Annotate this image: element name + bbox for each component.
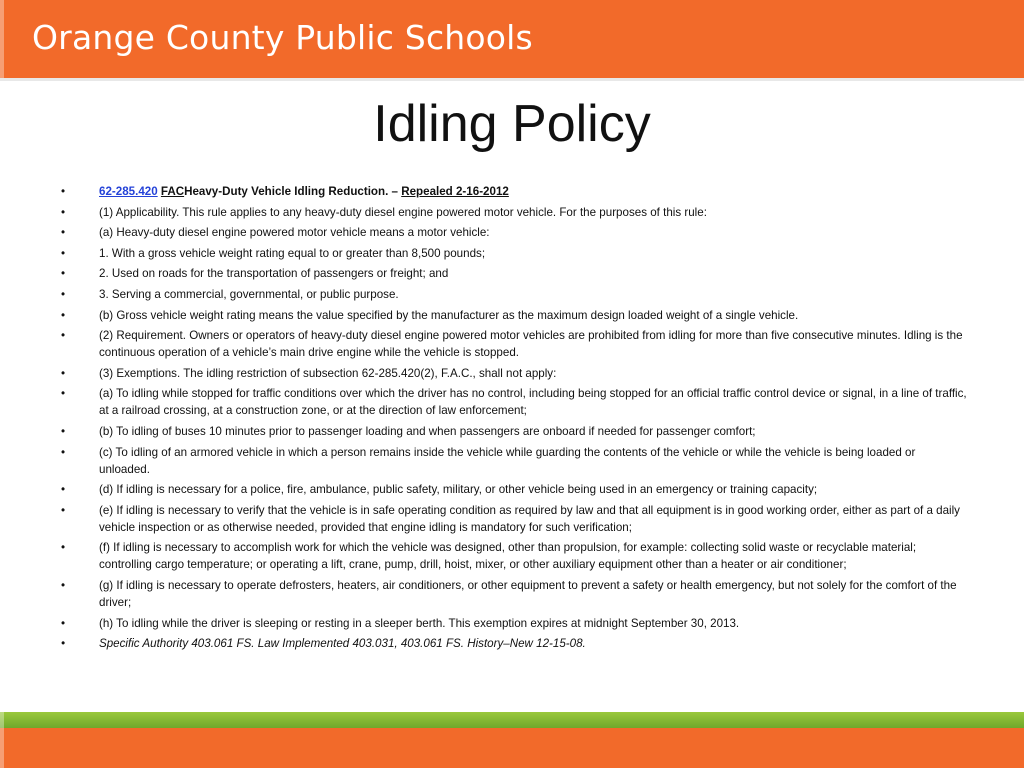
list-item: • 3. Serving a commercial, governmental, or public purpose. [56, 286, 968, 303]
policy-list [56, 183, 968, 656]
footer-orange-band [0, 728, 1024, 768]
list-item: • 1. With a gross vehicle weight rating equal to or greater than 8,500 pounds; [56, 245, 968, 262]
list-item: • (h) To idling while the driver is sleeping or resting in a sleeper berth. This exemption expires at midnight September 30, 2013. [56, 615, 968, 632]
list-item-reference [56, 183, 968, 200]
list-item: • (f) If idling is necessary to accomplish work for which the vehicle was designed, other than propulsion, for example: collecting solid waste or recyclable material; controlling cargo temperature; or operating a lift, crane, pump, drill, hoist, mixer, or other auxiliary equipment other than a heater or air conditioner; [56, 539, 968, 573]
header-edge-accent [0, 0, 4, 78]
list-item: • (b) To idling of buses 10 minutes prior to passenger loading and when passengers are onboard if needed for passenger comfort; [56, 423, 968, 440]
header-bar [0, 0, 1024, 78]
list-item: • (a) Heavy-duty diesel engine powered motor vehicle means a motor vehicle: [56, 224, 968, 241]
list-item: • (1) Applicability. This rule applies to any heavy-duty diesel engine powered motor vehicle. For the purposes of this rule: [56, 204, 968, 221]
rule-fac: FAC [160, 185, 185, 198]
list-item: • 2. Used on roads for the transportation of passengers or freight; and [56, 265, 968, 282]
list-item: • (c) To idling of an armored vehicle in which a person remains inside the vehicle while guarding the contents of the vehicle or while the vehicle is being loaded or unloaded. [56, 444, 968, 478]
rule-link[interactable]: 62-285.420 [99, 185, 158, 198]
slide-title: Idling Policy [373, 95, 651, 153]
header-title: Orange County Public Schools [32, 18, 533, 57]
footer-edge-accent [0, 712, 4, 768]
list-item: • (g) If idling is necessary to operate defrosters, heaters, air conditioners, or other equipment to prevent a safety or health emergency, but not solely for the comfort of the driver; [56, 577, 968, 611]
list-item: • (a) To idling while stopped for traffic conditions over which the driver has no control, including being stopped for an official traffic control device or signal, in a line of traffic, at a railroad crossing, at a construction zone, or at the direction of law enforcement; [56, 385, 968, 419]
list-item: • (b) Gross vehicle weight rating means the value specified by the manufacturer as the maximum design loaded weight of a single vehicle. [56, 307, 968, 324]
list-item: • (2) Requirement. Owners or operators of heavy-duty diesel engine powered motor vehicles are prohibited from idling for more than five consecutive minutes. Idling is the continuous operation of a vehicle’s main drive engine while the vehicle is stopped. [56, 327, 968, 361]
rule-repealed: Repealed 2-16-2012 [401, 185, 509, 198]
list-item: • (d) If idling is necessary for a police, fire, ambulance, public safety, military, or other vehicle being used in an emergency or training capacity; [56, 481, 968, 498]
header-divider [0, 78, 1024, 81]
list-item-authority: • Specific Authority 403.061 FS. Law Implemented 403.031, 403.061 FS. History–New 12-15-08. [56, 635, 968, 652]
list-item: • (e) If idling is necessary to verify that the vehicle is in safe operating condition as required by law and that all equipment is in good working order, either as part of a daily vehicle inspection or as otherwise needed, provided that engine idling is mandatory for such verification; [56, 502, 968, 536]
rule-title: Heavy-Duty Vehicle Idling Reduction. – [184, 185, 402, 198]
list-item: • (3) Exemptions. The idling restriction of subsection 62-285.420(2), F.A.C., shall not apply: [56, 365, 968, 382]
footer-green-band [0, 712, 1024, 728]
